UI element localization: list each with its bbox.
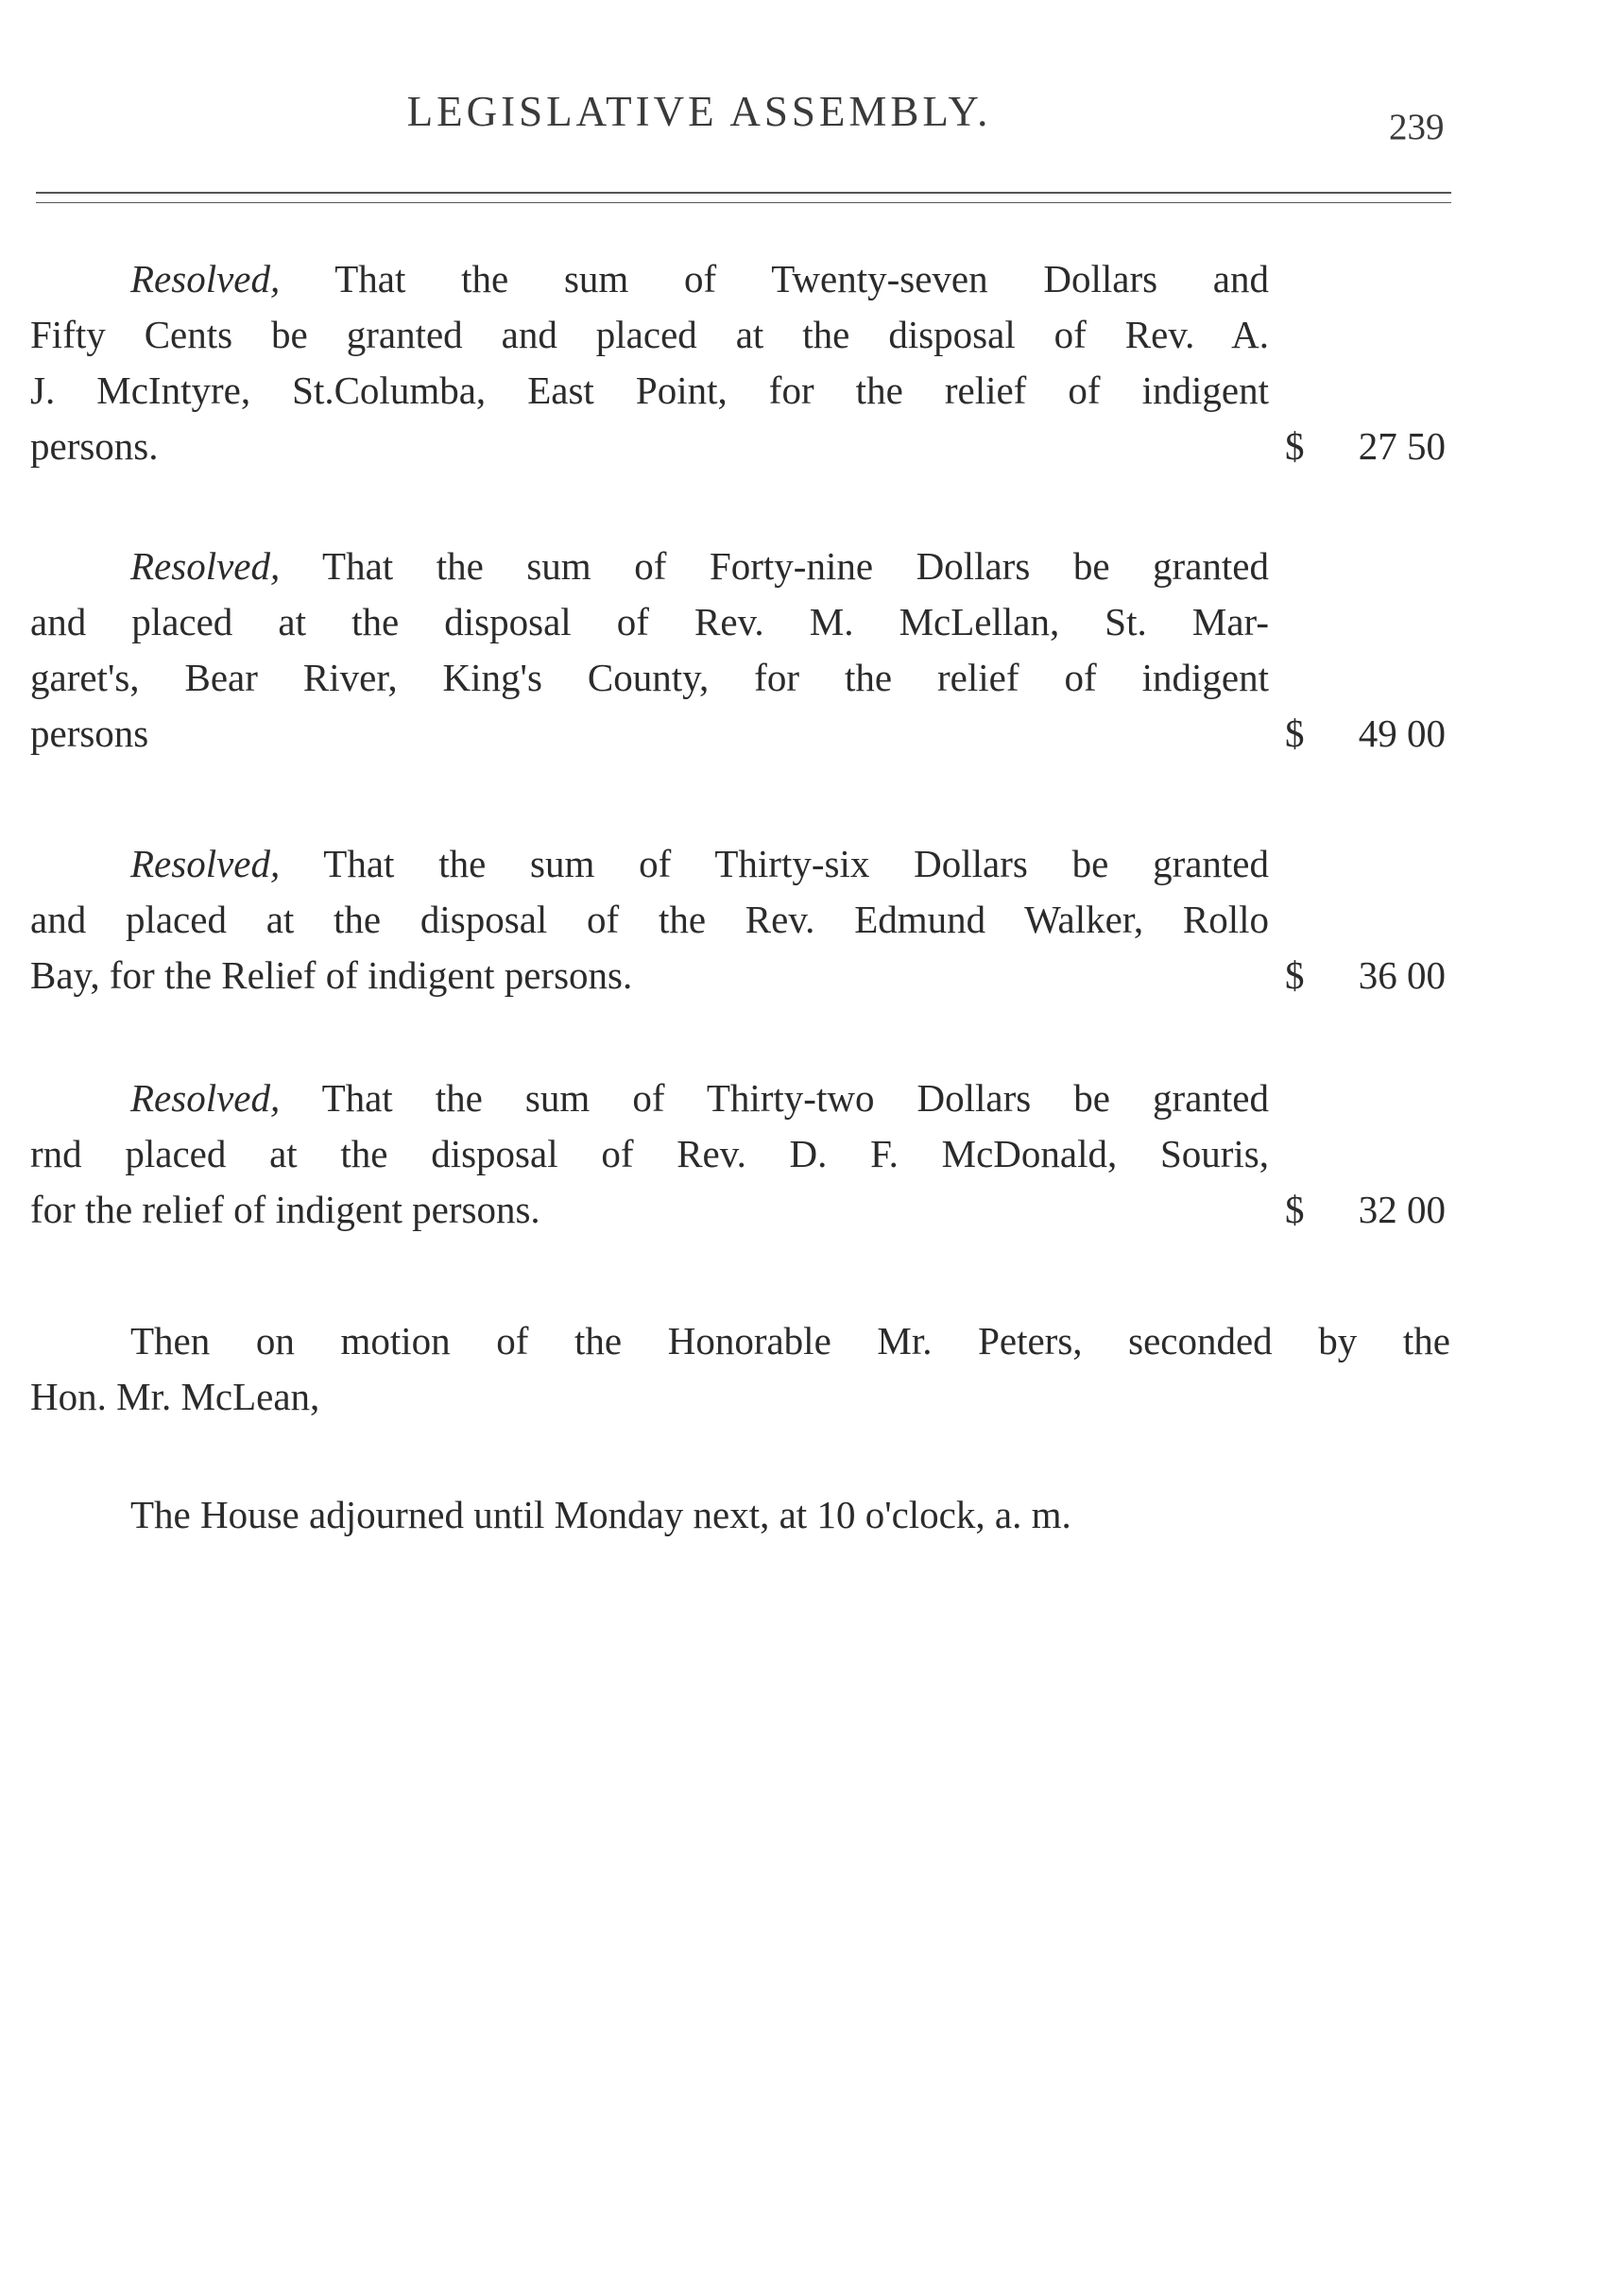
resolution-line: for the relief of indigent persons. — [30, 1188, 540, 1231]
resolution-line: J. McIntyre, St.Columba, East Point, for the relief of indigent — [30, 368, 1269, 412]
currency-symbol: $ — [1285, 424, 1305, 468]
resolved-label: Resolved, — [130, 544, 281, 588]
resolution-line: persons. — [30, 424, 159, 468]
resolution-line: and placed at the disposal of Rev. M. McLellan, St. Mar- — [30, 600, 1269, 643]
motion-line: Hon. Mr. McLean, — [30, 1375, 320, 1418]
motion-paragraph — [30, 1313, 1450, 1425]
currency-symbol: $ — [1285, 1188, 1305, 1231]
resolution-1 — [30, 251, 1269, 474]
resolution-line: Fifty Cents be granted and placed at the disposal of Rev. A. — [30, 313, 1269, 356]
amount-2 — [1285, 706, 1446, 762]
resolution-line: and placed at the disposal of the Rev. Edmund Walker, Rollo — [30, 898, 1269, 941]
resolution-line: Resolved, That the sum of Twenty-seven Dollars and — [130, 257, 1269, 300]
currency-symbol: $ — [1285, 953, 1305, 997]
resolution-line: persons — [30, 711, 149, 755]
resolution-line: garet's, Bear River, King's County, for the relief of indigent — [30, 656, 1269, 699]
amount-value: 27 50 — [1358, 424, 1446, 468]
adjournment-paragraph — [30, 1487, 1450, 1543]
resolution-line: Resolved, That the sum of Forty-nine Dollars be granted — [130, 544, 1269, 588]
page-number: 239 — [1389, 107, 1445, 147]
resolution-line: Bay, for the Relief of indigent persons. — [30, 953, 633, 997]
resolution-4 — [30, 1071, 1269, 1238]
resolved-label: Resolved, — [130, 257, 281, 300]
amount-value: 32 00 — [1358, 1188, 1446, 1231]
amount-value: 36 00 — [1358, 953, 1446, 997]
amount-value: 49 00 — [1358, 711, 1446, 755]
resolved-label: Resolved, — [130, 1076, 281, 1120]
resolution-line: Resolved, That the sum of Thirty-six Dollars be granted — [130, 842, 1270, 885]
resolution-2 — [30, 539, 1269, 762]
page-header-title: LEGISLATIVE ASSEMBLY. — [406, 88, 992, 135]
resolution-3 — [30, 836, 1269, 1003]
amount-4 — [1285, 1182, 1446, 1238]
motion-line: Then on motion of the Honorable Mr. Peters, seconded by the — [130, 1319, 1450, 1362]
header-rule-secondary — [36, 202, 1451, 203]
currency-symbol: $ — [1285, 711, 1305, 755]
header-rule — [36, 192, 1451, 194]
resolution-line: rnd placed at the disposal of Rev. D. F. McDonald, Souris, — [30, 1132, 1269, 1175]
amount-3 — [1285, 948, 1446, 1003]
amount-1 — [1285, 419, 1446, 474]
resolution-line: Resolved, That the sum of Thirty-two Dollars be granted — [130, 1076, 1269, 1120]
resolved-label: Resolved, — [130, 842, 281, 885]
adjournment-line: The House adjourned until Monday next, at 10 o'clock, a. m. — [130, 1493, 1071, 1536]
